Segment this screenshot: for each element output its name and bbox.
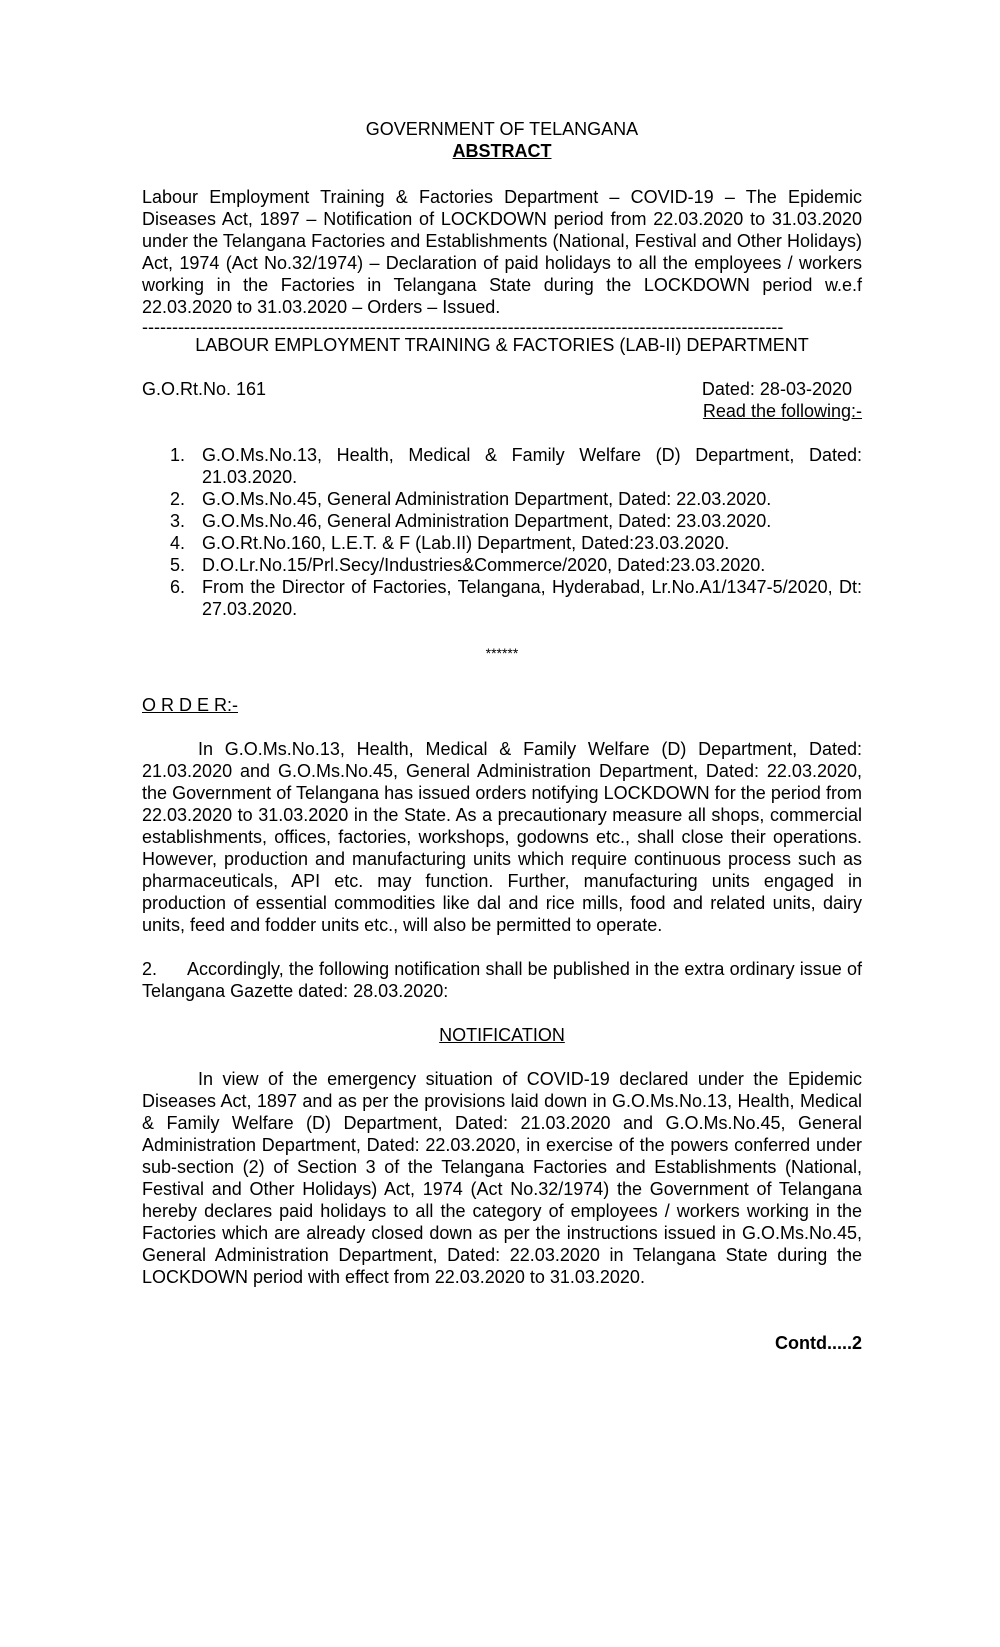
go-date: Dated: 28-03-2020 [701,379,852,399]
go-reference-row [142,378,862,400]
subject-text: Labour Employment Training & Factories Department – COVID-19 – The Epidemic Diseases Act, 1897 – Notification of LOCKDOWN period from 22.03.2020 to 31.03.2020 under the Telangana Factories and Establishments (National, Festival and Other Holidays) Act, 1974 (Act No.32/1974) – Declaration of paid holidays to all the employees / workers working in the Factories in Telangana State during the LOCKDOWN period w.e.f 22.03.2020 to 31.03.2020 – Orders – Issued. [142,187,862,317]
document-page [142,118,867,1354]
read-following-row [142,400,862,422]
government-title: GOVERNMENT OF TELANGANA [365,119,639,139]
section-stars: ****** [485,645,519,661]
list-item: 3. G.O.Ms.No.46, General Administration Department, Dated: 23.03.2020. [170,511,772,531]
continued-marker: Contd.....2 [775,1333,862,1353]
read-following-label: Read the following:- [702,401,862,421]
notification-paragraph: In view of the emergency situation of COVID-19 declared under the Epidemic Diseases Act, 1897 and as per the provisions laid down in G.O.Ms.No.13, Health, Medical & Family Welfare (D) Department, Dated: 21.03.2020 and G.O.Ms.No.45, General Administration Department, Dated: 22.03.2020, in exercise of the powers conferred under sub-section (2) of Section 3 of the Telangana Factories and Establishments (National, Festival and Other Holidays) Act, 1974 (Act No.32/1974) the Government of Telangana hereby declares paid holidays to all the category of employees / workers working in the Factories which are already closed down as per the instructions issued in G.O.Ms.No.45, General Administration Department, Dated: 22.03.2020 in Telangana State during the LOCKDOWN period with effect from 22.03.2020 to 31.03.2020. [142,1069,862,1287]
references-list [142,444,862,620]
go-number: G.O.Rt.No. 161 [142,379,267,399]
list-item: 1. G.O.Ms.No.13, Health, Medical & Family Welfare (D) Department, Dated: 21.03.2020. [170,445,862,487]
order-heading: O R D E R:- [142,695,239,715]
list-item: 6. From the Director of Factories, Telangana, Hyderabad, Lr.No.A1/1347-5/2020, Dt: 27.03.2020. [170,577,862,619]
order-paragraph-2: 2. Accordingly, the following notification shall be published in the extra ordinary issue of Telangana Gazette dated: 28.03.2020: [142,959,867,1001]
order-paragraph-1: In G.O.Ms.No.13, Health, Medical & Family Welfare (D) Department, Dated: 21.03.2020 and G.O.Ms.No.45, General Administration Department, Dated: 22.03.2020, the Government of Telangana has issued orders notifying LOCKDOWN for the period from 22.03.2020 to 31.03.2020 in the State. As a precautionary measure all shops, commercial establishments, offices, factories, workshops, godowns etc., shall close their operations. However, production and manufacturing units which require continuous process such as pharmaceuticals, API etc. may function. Further, manufacturing units engaged in production of essential commodities like dal and rice mills, food and related units, dairy units, feed and fodder units etc., will also be permitted to operate. [142,739,862,935]
department-name: LABOUR EMPLOYMENT TRAINING & FACTORIES (LAB-II) DEPARTMENT [195,335,809,355]
abstract-heading: ABSTRACT [452,141,552,161]
notification-heading: NOTIFICATION [439,1025,565,1045]
list-item: 5. D.O.Lr.No.15/Prl.Secy/Industries&Commerce/2020, Dated:23.03.2020. [170,555,766,575]
list-item: 4. G.O.Rt.No.160, L.E.T. & F (Lab.II) Department, Dated:23.03.2020. [170,533,730,553]
list-item: 2. G.O.Ms.No.45, General Administration Department, Dated: 22.03.2020. [170,489,772,509]
separator-rule: ----------------------------------------------------------------------------------------------------------- [142,320,784,334]
